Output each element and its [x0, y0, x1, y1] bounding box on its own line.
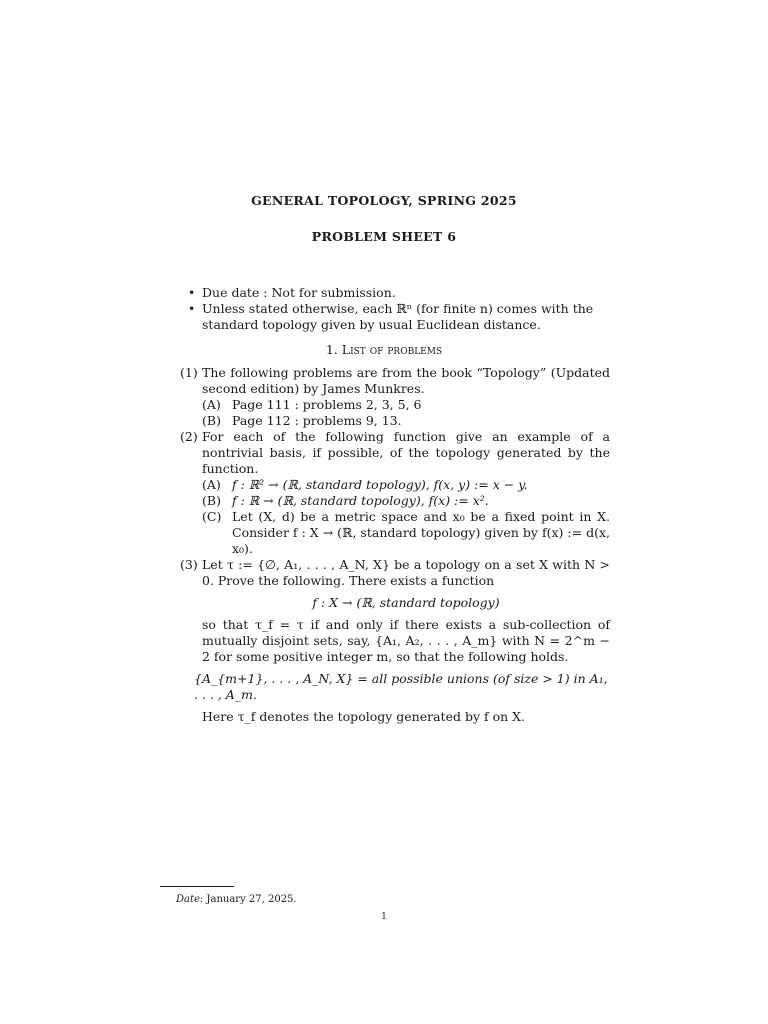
problem-3-continuation: [180, 617, 610, 665]
problem-text: so that τ_f = τ if and only if there exists a sub-collection of mutually disjoint sets, say, {A₁, A₂, . . . , A_m} with N = 2^m − 2 for some positive integer m, so that the following holds.: [202, 617, 610, 664]
item-label: (A): [202, 477, 221, 492]
item-text: Let (X, d) be a metric space and x₀ be a fixed point in X. Consider f : X → (ℝ, standard topology) given by f(x) := d(x, x₀).: [232, 509, 610, 556]
footnote: [176, 892, 297, 908]
document-title: GENERAL TOPOLOGY, SPRING 2025: [251, 193, 517, 208]
problem-number: (2): [180, 429, 198, 444]
item-text: Page 112 : problems 9, 13.: [232, 413, 402, 428]
problem-1: [180, 365, 610, 397]
notes-list: [188, 285, 610, 333]
note-item: [188, 301, 610, 333]
problem-2-item-a: [180, 477, 610, 493]
item-label: (B): [202, 493, 221, 508]
problem-2: [180, 429, 610, 477]
problem-number: (1): [180, 365, 198, 380]
item-label: (B): [202, 413, 221, 428]
footnote-text: : January 27, 2025.: [199, 894, 297, 905]
footnote-rule: [160, 886, 234, 887]
item-label: (C): [202, 509, 222, 524]
problem-2-item-b: [180, 493, 610, 509]
bullet-icon: •: [188, 301, 196, 316]
problem-2-item-c: [180, 509, 610, 557]
footnote-label: Date: [176, 894, 200, 905]
item-label: (A): [202, 397, 221, 412]
problem-list: [180, 365, 610, 725]
item-text: f : ℝ → (ℝ, standard topology), f(x) := x².: [232, 493, 489, 508]
bullet-icon: •: [188, 285, 196, 300]
sheet-title: PROBLEM SHEET 6: [311, 229, 457, 244]
section-heading: [0, 342, 768, 358]
page-number: 1: [381, 912, 387, 922]
problem-text: For each of the following function give an example of a nontrivial basis, if possible, of the topology generated by the function.: [202, 429, 610, 476]
problem-text: The following problems are from the book “Topology” (Updated second edition) by James Munkres.: [202, 365, 610, 396]
problem-3-note: [180, 709, 610, 725]
section-number: 1.: [325, 342, 338, 357]
problem-1-item-a: [180, 397, 610, 413]
problem-number: (3): [180, 557, 198, 572]
note-standard-topology: Unless stated otherwise, each ℝⁿ (for finite n) comes with the standard topology given by usual Euclidean distance.: [202, 301, 594, 332]
problem-3: [180, 557, 610, 589]
condition-equation: {A_{m+1}, . . . , A_N, X} = all possible unions (of size > 1) in A₁, . . . , A_m.: [194, 671, 608, 702]
item-text: f : ℝ² → (ℝ, standard topology), f(x, y) := x − y.: [232, 477, 528, 492]
problem-text: Here τ_f denotes the topology generated by f on X.: [202, 709, 526, 724]
item-text: Page 111 : problems 2, 3, 5, 6: [232, 397, 422, 412]
display-equation: f : X → (ℝ, standard topology): [312, 595, 500, 610]
note-item: [188, 285, 610, 301]
note-due-date: Due date : Not for submission.: [202, 285, 396, 300]
problem-1-item-b: [180, 413, 610, 429]
problem-text: Let τ := {∅, A₁, . . . , A_N, X} be a topology on a set X with N > 0. Prove the following. There exists a function: [202, 557, 610, 588]
section-title: List of problems: [341, 342, 443, 357]
